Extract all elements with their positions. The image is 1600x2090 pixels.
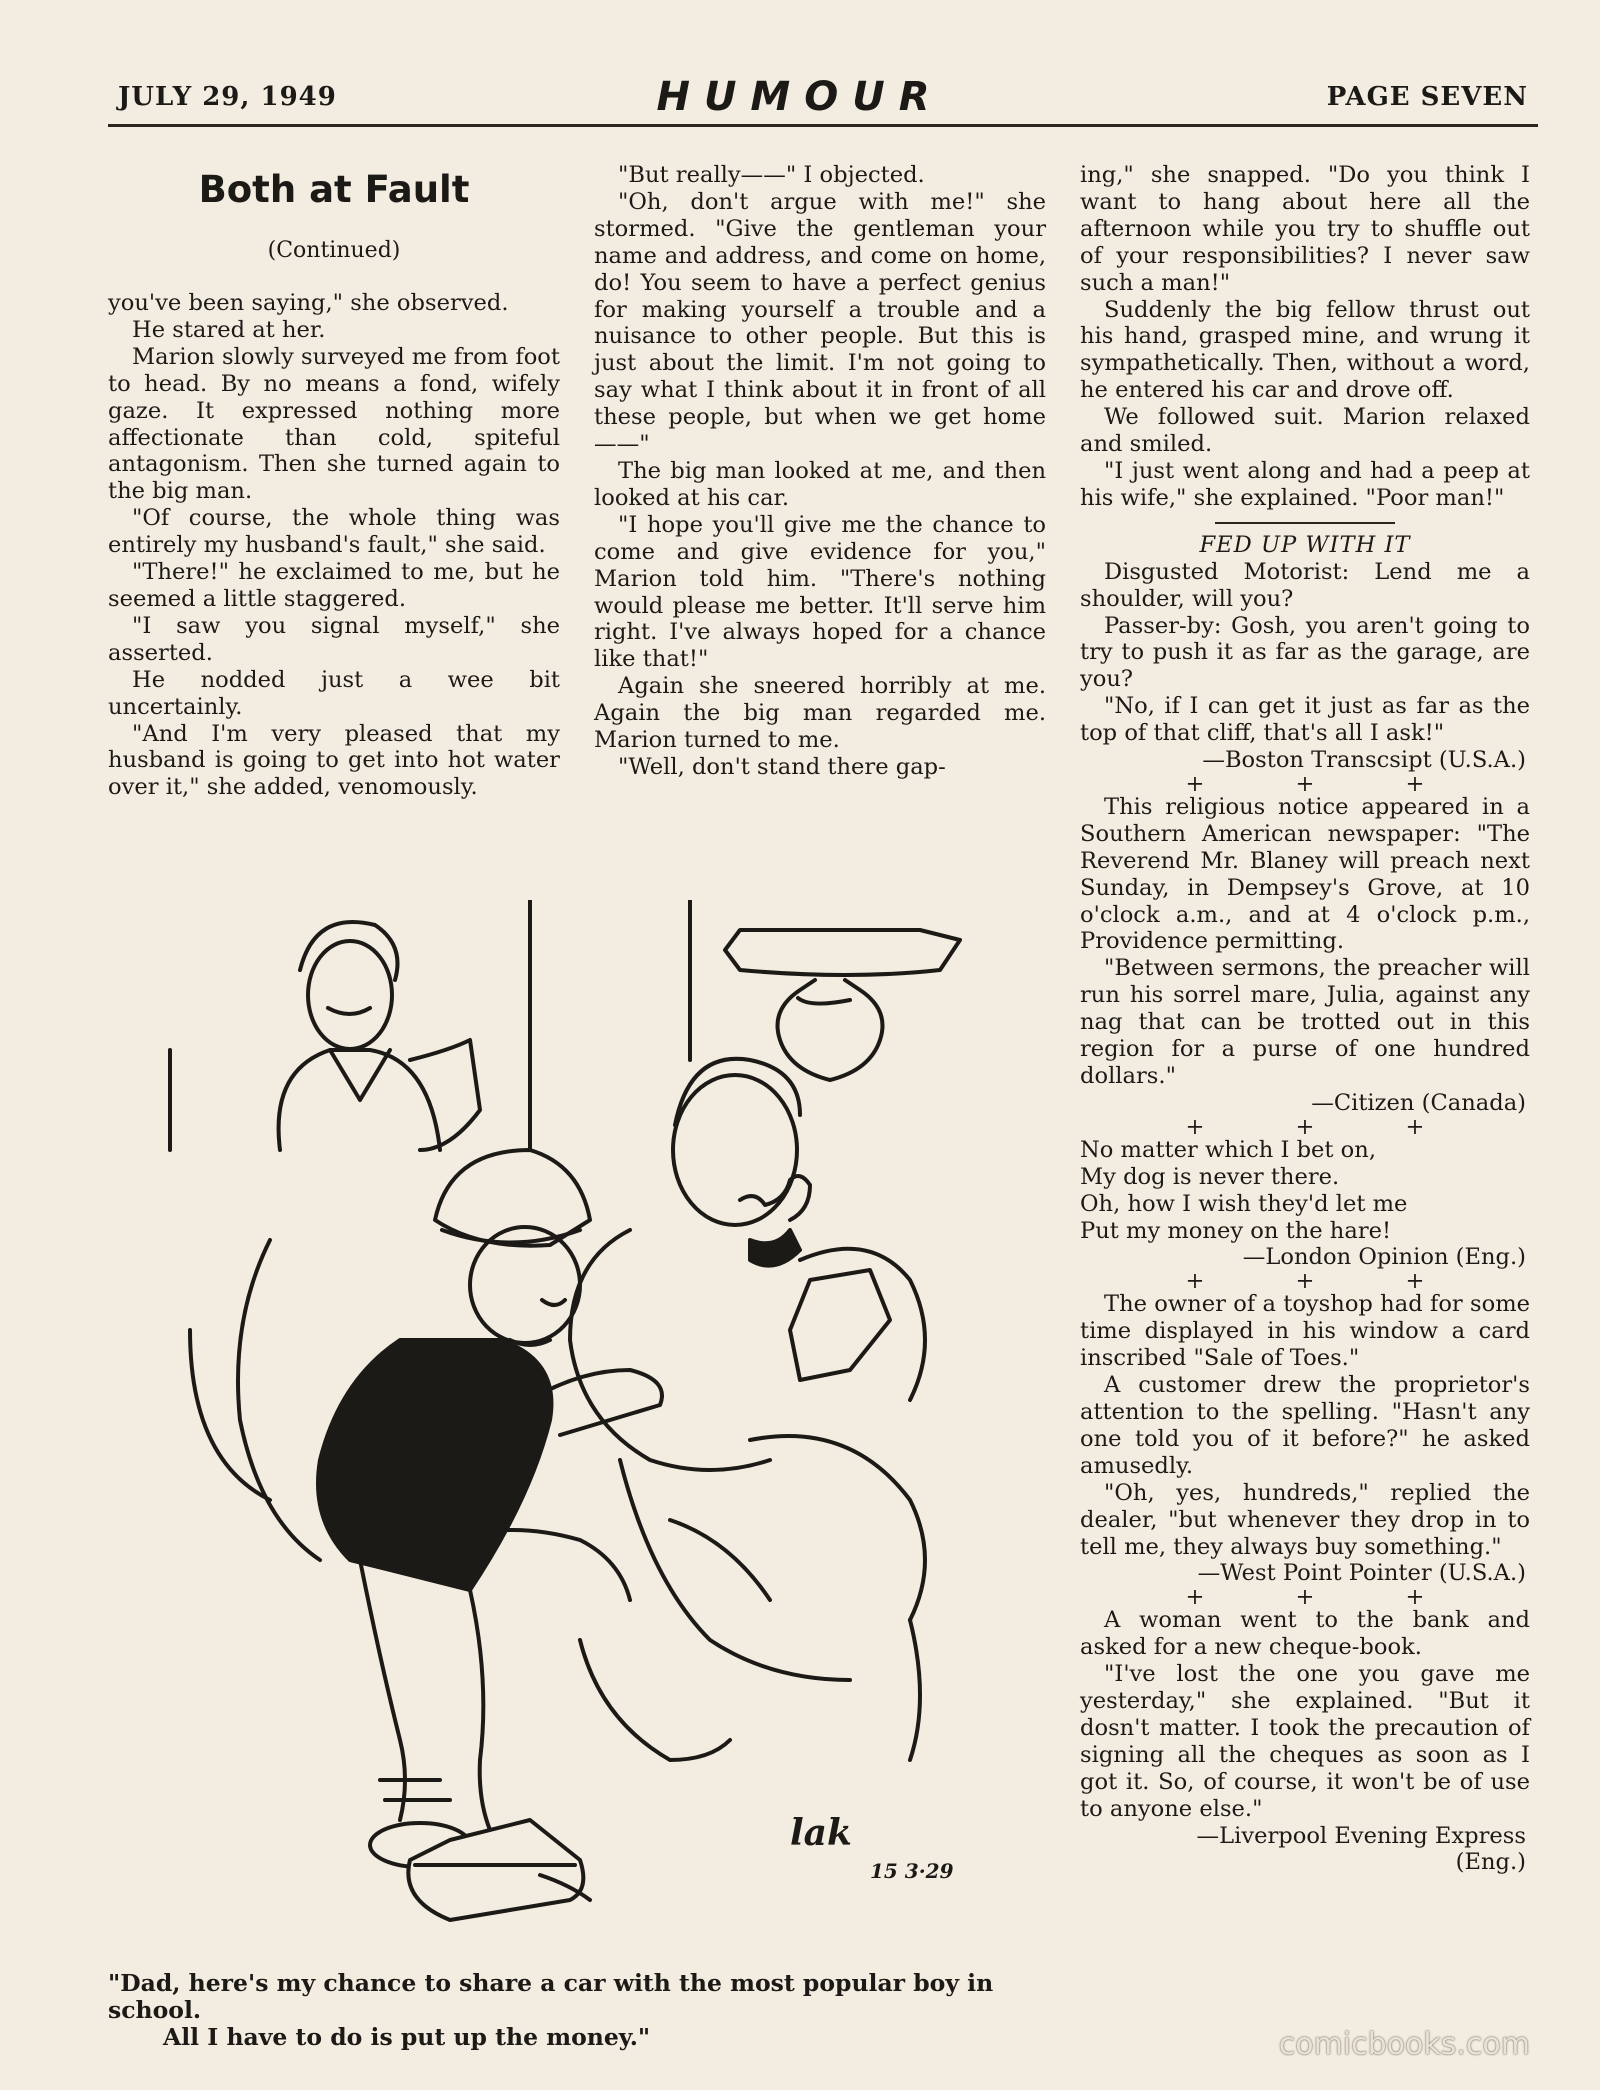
joke-source: —Citizen (Canada) <box>1311 1089 1526 1116</box>
joke-source: —Liverpool Evening Express <box>1196 1822 1526 1849</box>
joke-source-country: (Eng.) <box>1455 1849 1526 1876</box>
artist-signature: lak <box>790 1812 852 1854</box>
verse-line: My dog is never there. <box>1080 1163 1340 1190</box>
magazine-title: HUMOUR <box>656 74 944 120</box>
paragraph: Disgusted Motorist: Lend me a shoulder, will you? <box>1080 558 1530 612</box>
cartoon-illustration <box>150 900 1050 1940</box>
caption-line-2: All I have to do is put up the money." <box>163 2023 651 2051</box>
paragraph: "Oh, don't argue with me!" she stormed. "Give the gentleman your name and address, and come on home, do! You seem to have a perfect genius for making yourself a trouble and a nuisance to other people. But this is just about the limit. I'm not going to say what I think about it in front of all these people, but when we get home——" <box>594 188 1046 458</box>
plus-mark: + <box>1295 1584 1315 1611</box>
issue-date: JULY 29, 1949 <box>118 82 337 112</box>
paragraph: "I saw you signal myself," she asserted. <box>108 612 560 666</box>
plus-separator <box>1080 770 1530 797</box>
paragraph: "Oh, yes, hundreds," replied the dealer, "but whenever they drop in to tell me, they always buy something." <box>1080 1479 1530 1560</box>
cartoon-caption <box>108 1970 1048 2051</box>
plus-mark: + <box>1185 1584 1205 1611</box>
verse-line: Put my money on the hare! <box>1080 1217 1392 1244</box>
paragraph: The owner of a toyshop had for some time displayed in his window a card inscribed "Sale of Toes." <box>1080 1291 1530 1372</box>
paragraph: "And I'm very pleased that my husband is going to get into hot water over it," she added, venomously. <box>108 720 560 801</box>
paragraph: A woman went to the bank and asked for a new cheque-book. <box>1080 1607 1530 1661</box>
paragraph: "But really——" I objected. <box>618 162 925 188</box>
verse-line: Oh, how I wish they'd let me <box>1080 1190 1408 1217</box>
joke-source: —London Opinion (Eng.) <box>1242 1244 1526 1271</box>
continued-label: (Continued) <box>267 238 401 263</box>
paragraph: "I've lost the one you gave me yesterday," she explained. "But it dosn't matter. I took the precaution of signing all the cheques as soon as I got it. So, of course, it won't be of use to anyone else." <box>1080 1661 1530 1822</box>
plus-mark: + <box>1185 1268 1205 1295</box>
caption-line-1: "Dad, here's my chance to share a car with the most popular boy in school. <box>108 1969 994 2024</box>
paragraph: Marion slowly surveyed me from foot to head. By no means a fond, wifely gaze. It expressed nothing more affectionate than cold, spiteful antagonism. Then she turned again to the big man. <box>108 343 560 505</box>
header-rule <box>108 124 1538 127</box>
paragraph: Passer-by: Gosh, you aren't going to try to push it as far as the garage, are you? <box>1080 612 1530 693</box>
plus-mark: + <box>1405 1113 1425 1140</box>
paragraph: Again she sneered horribly at me. Again the big man regarded me. Marion turned to me. <box>594 673 1046 754</box>
plus-mark: + <box>1405 1584 1425 1611</box>
paragraph: This religious notice appeared in a Southern American newspaper: "The Reverend Mr. Blaney will preach next Sunday, in Dempsey's Grove, at 10 o'clock a.m., and at 4 o'clock p.m., Providence permitting. <box>1080 793 1530 955</box>
article-column-2 <box>594 162 1046 781</box>
paragraph: you've been saying," she observed. <box>108 290 509 316</box>
site-watermark: comicbooks.com <box>1278 2027 1530 2062</box>
paragraph: "No, if I can get it just as far as the top of that cliff, that's all I ask!" <box>1080 693 1530 747</box>
page-number: PAGE SEVEN <box>1326 82 1528 112</box>
artist-date-mark: 15 3·29 <box>870 1859 954 1883</box>
paragraph: The big man looked at me, and then looked at his car. <box>594 457 1046 511</box>
plus-mark: + <box>1405 770 1425 797</box>
paragraph: He nodded just a wee bit uncertainly. <box>108 666 560 720</box>
plus-separator <box>1080 1584 1530 1611</box>
joke-source: —West Point Pointer (U.S.A.) <box>1197 1560 1526 1587</box>
article-title: Both at Fault <box>198 168 470 211</box>
paragraph: Suddenly the big fellow thrust out his hand, grasped mine, and wrung it sympathetically. Then, without a word, he entered his car and drove off. <box>1080 296 1530 404</box>
paragraph: A customer drew the proprietor's attention to the spelling. "Hasn't any one told you of it before?" he asked amusedly. <box>1080 1372 1530 1479</box>
joke-source: —Boston Transcsipt (U.S.A.) <box>1202 747 1526 774</box>
plus-mark: + <box>1185 1113 1205 1140</box>
paragraph: "Well, don't stand there gap- <box>618 753 946 780</box>
paragraph: "Between sermons, the preacher will run his sorrel mare, Julia, against any nag that can be trotted out in this region for a purse of one hundred dollars." <box>1080 955 1530 1089</box>
paragraph: ing," she snapped. "Do you think I want to hang about here all the afternoon while you try to shuffle out of your responsibilities? I never saw such a man!" <box>1080 162 1530 296</box>
article-column-1 <box>108 290 560 801</box>
paragraph: "I just went along and had a peep at his wife," she explained. "Poor man!" <box>1080 457 1530 511</box>
plus-mark: + <box>1185 770 1205 797</box>
paragraph: "Of course, the whole thing was entirely my husband's fault," she said. <box>108 505 560 559</box>
paragraph: "I hope you'll give me the chance to come and give evidence for you," Marion told him. "There's nothing would please me better. It'll serve him right. I've always hoped for a chance like that!" <box>594 511 1046 673</box>
article-column-3 <box>1080 162 1530 1876</box>
plus-mark: + <box>1295 1268 1315 1295</box>
plus-separator <box>1080 1268 1530 1295</box>
paragraph: He stared at her. <box>132 316 326 343</box>
paragraph: We followed suit. Marion relaxed and smiled. <box>1080 404 1530 458</box>
plus-separator <box>1080 1113 1530 1140</box>
joke-heading: FED UP WITH IT <box>1199 531 1411 558</box>
paragraph: "There!" he exclaimed to me, but he seemed a little staggered. <box>108 559 560 612</box>
plus-mark: + <box>1295 770 1315 797</box>
verse-line: No matter which I bet on, <box>1080 1136 1377 1163</box>
plus-mark: + <box>1295 1113 1315 1140</box>
plus-mark: + <box>1405 1268 1425 1295</box>
section-divider <box>1215 522 1395 524</box>
